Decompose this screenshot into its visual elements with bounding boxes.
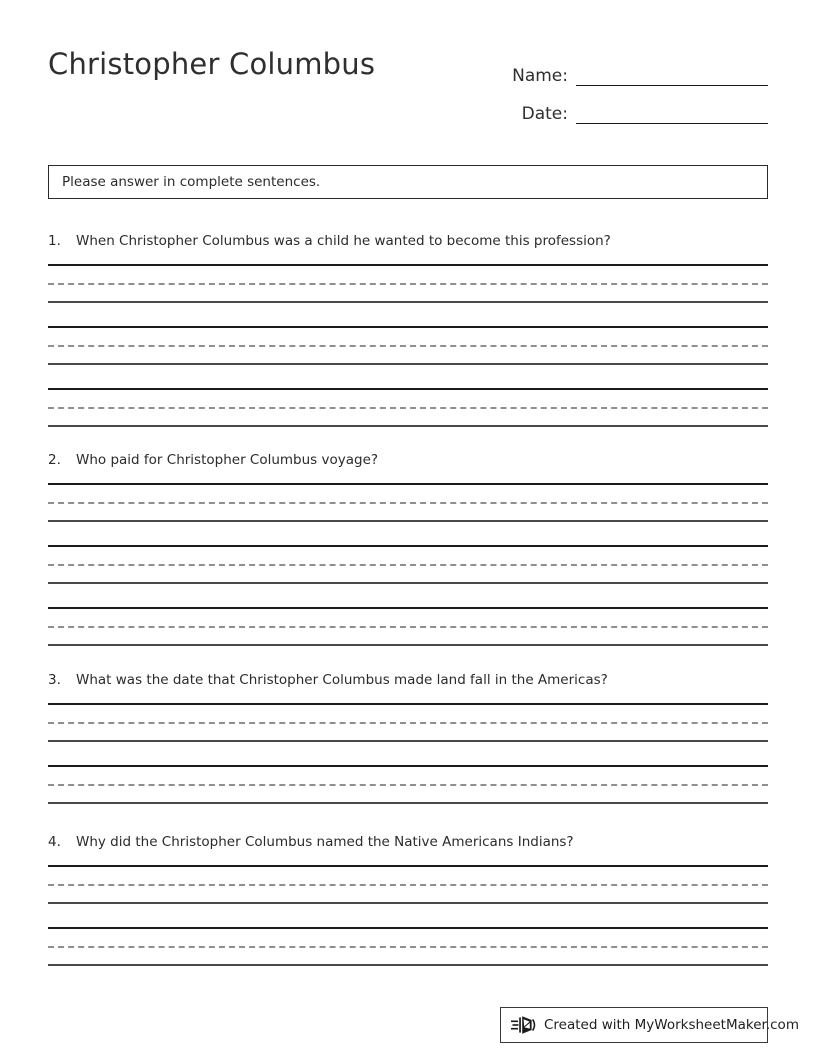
rule-dashed-midline (48, 407, 768, 409)
rule-dashed-midline (48, 946, 768, 948)
rule-top-line (48, 483, 768, 485)
question-text-row (48, 232, 768, 250)
question-text-row (48, 451, 768, 469)
rule-baseline (48, 582, 768, 584)
rule-baseline (48, 520, 768, 522)
question-block (48, 451, 768, 645)
rule-baseline (48, 902, 768, 904)
question-number: 3. (48, 672, 61, 688)
answer-lines-group[interactable] (48, 264, 768, 426)
rule-top-line (48, 264, 768, 266)
question-label: When Christopher Columbus was a child he wanted to become this profession? (76, 233, 611, 249)
rule-top-line (48, 865, 768, 867)
footer-attribution-text: Created with MyWorksheetMaker.com (544, 1017, 799, 1033)
question-block (48, 232, 768, 426)
rule-baseline (48, 740, 768, 742)
question-text-row (48, 833, 768, 851)
page-title: Christopher Columbus (48, 47, 376, 81)
answer-lines-group[interactable] (48, 865, 768, 965)
answer-lines-group[interactable] (48, 483, 768, 645)
date-field-row (468, 86, 768, 124)
rule-dashed-midline (48, 502, 768, 504)
rule-dashed-midline (48, 884, 768, 886)
name-label: Name: (512, 66, 568, 86)
question-number: 4. (48, 834, 61, 850)
rule-top-line (48, 326, 768, 328)
answer-writing-row[interactable] (48, 326, 768, 364)
question-block (48, 671, 768, 803)
rule-dashed-midline (48, 345, 768, 347)
rule-dashed-midline (48, 722, 768, 724)
instruction-text: Please answer in complete sentences. (62, 174, 321, 190)
question-text-row (48, 671, 768, 689)
answer-writing-row[interactable] (48, 703, 768, 741)
question-block (48, 833, 768, 965)
rule-baseline (48, 301, 768, 303)
name-field-row (468, 48, 768, 86)
rule-top-line (48, 765, 768, 767)
name-input-line[interactable] (576, 65, 768, 86)
rule-top-line (48, 927, 768, 929)
rule-top-line (48, 545, 768, 547)
answer-writing-row[interactable] (48, 388, 768, 426)
name-date-group (468, 48, 768, 124)
rule-dashed-midline (48, 283, 768, 285)
question-label: Why did the Christopher Columbus named the Native Americans Indians? (76, 834, 574, 850)
question-number: 2. (48, 452, 61, 468)
answer-writing-row[interactable] (48, 483, 768, 521)
answer-writing-row[interactable] (48, 607, 768, 645)
rule-top-line (48, 703, 768, 705)
answer-writing-row[interactable] (48, 545, 768, 583)
rule-dashed-midline (48, 626, 768, 628)
answer-writing-row[interactable] (48, 765, 768, 803)
rule-baseline (48, 363, 768, 365)
date-label: Date: (521, 104, 568, 124)
rule-top-line (48, 388, 768, 390)
question-number: 1. (48, 233, 61, 249)
worksheet-header (48, 44, 768, 124)
instruction-box (48, 165, 768, 199)
rule-baseline (48, 964, 768, 966)
answer-writing-row[interactable] (48, 865, 768, 903)
date-input-line[interactable] (576, 103, 768, 124)
answer-writing-row[interactable] (48, 264, 768, 302)
rule-baseline (48, 802, 768, 804)
footer-attribution-badge[interactable] (500, 1007, 799, 1043)
rule-top-line (48, 607, 768, 609)
question-label: Who paid for Christopher Columbus voyage? (76, 452, 379, 468)
answer-writing-row[interactable] (48, 927, 768, 965)
rule-dashed-midline (48, 784, 768, 786)
rule-baseline (48, 425, 768, 427)
question-label: What was the date that Christopher Columbus made land fall in the Americas? (76, 672, 608, 688)
worksheet-maker-logo-icon (510, 1013, 540, 1037)
rule-dashed-midline (48, 564, 768, 566)
rule-baseline (48, 644, 768, 646)
answer-lines-group[interactable] (48, 703, 768, 803)
